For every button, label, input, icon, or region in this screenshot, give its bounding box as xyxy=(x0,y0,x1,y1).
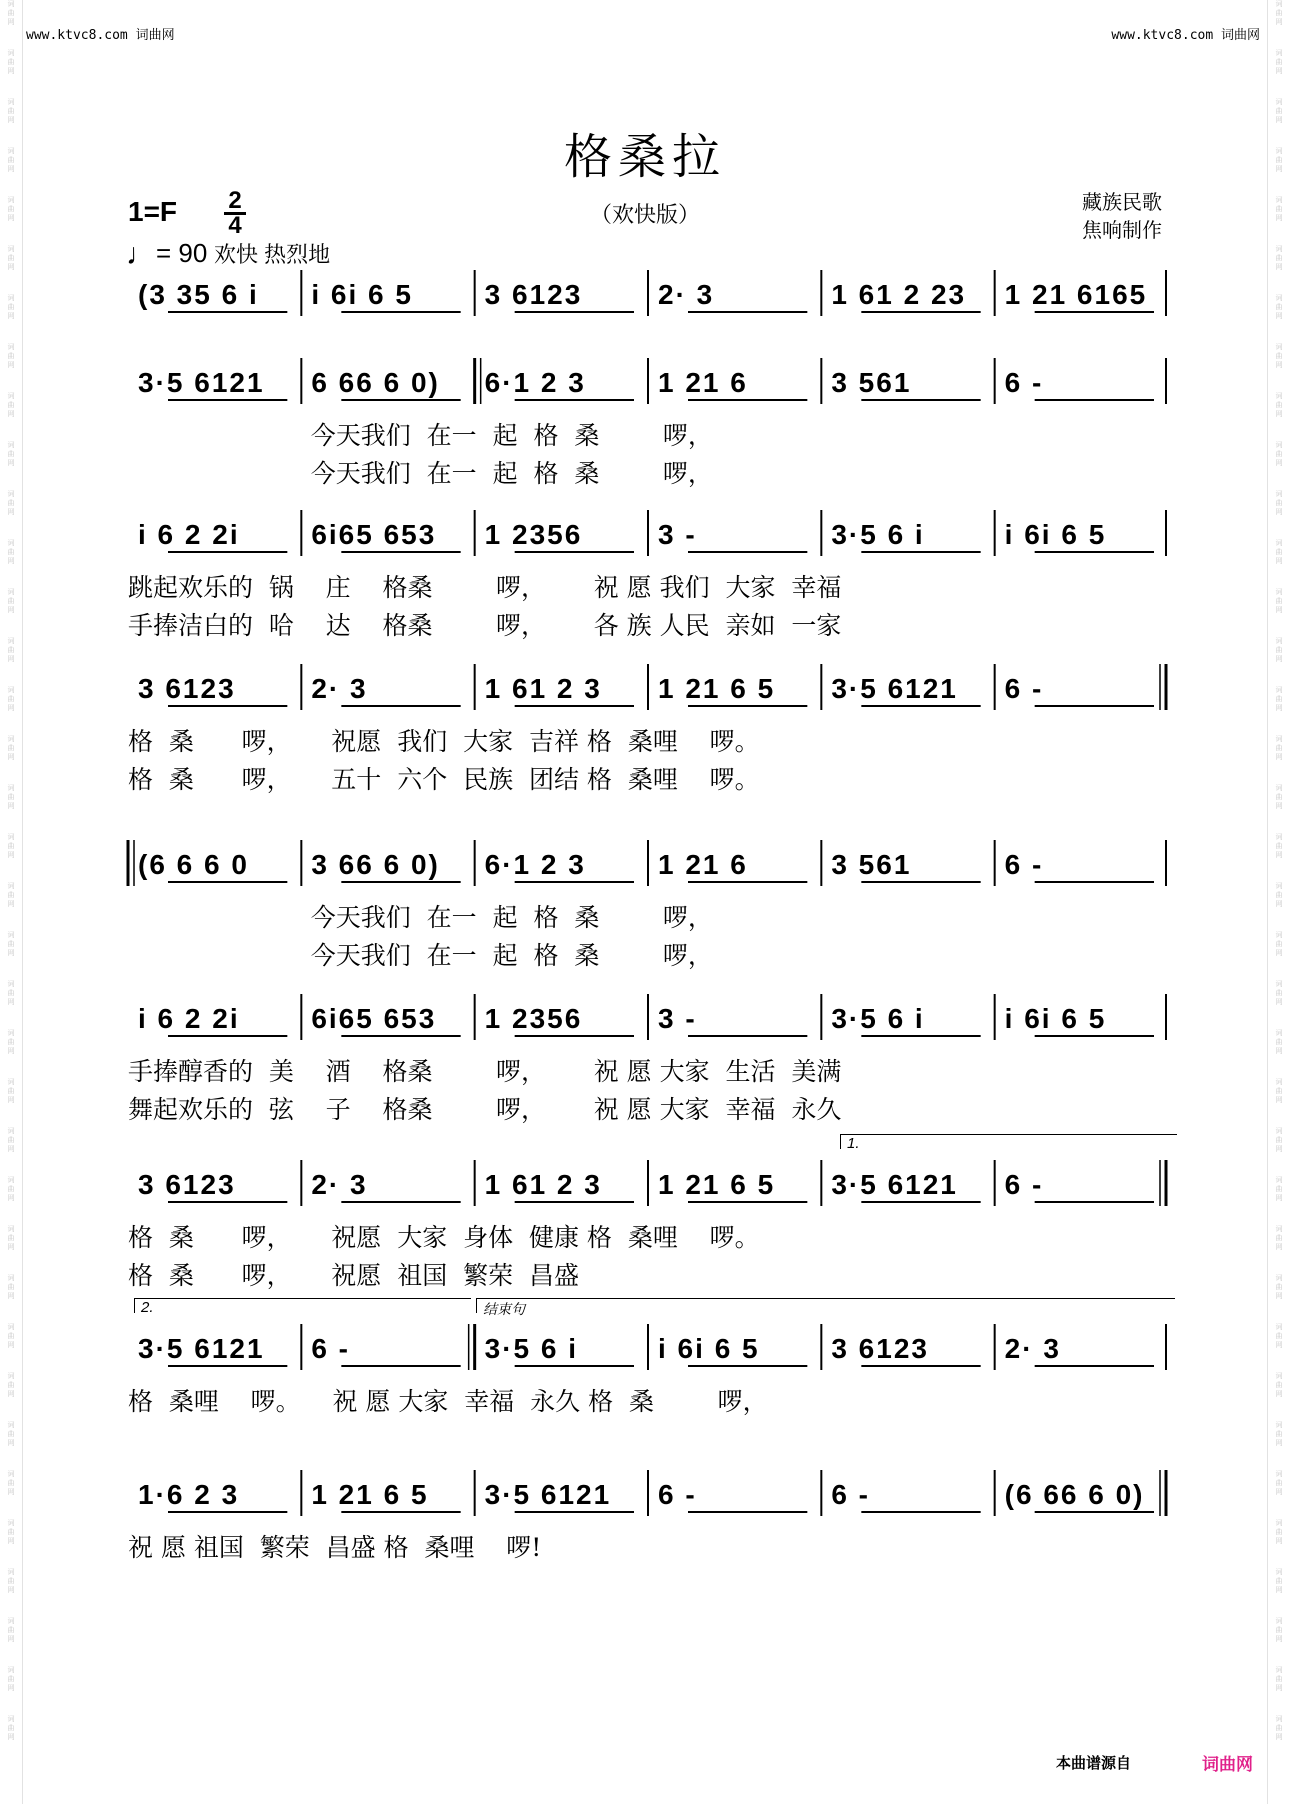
measure: 3 66 6 0) xyxy=(311,849,440,880)
measure: 3 6123 xyxy=(138,1169,236,1200)
measure: 6 - xyxy=(1004,673,1044,704)
notation-system-2 xyxy=(128,354,1168,410)
measure: 6 - xyxy=(658,1479,697,1510)
notation-system-5 xyxy=(128,836,1168,892)
margin-rule-left xyxy=(22,0,23,1804)
measure: 3·5 6121 xyxy=(831,673,958,704)
watermark-strip-right: 词 曲 网 词 曲 网 词 曲 网 词 曲 网 词 曲 网 词 曲 网 词 曲 网 词 曲 网 词 曲 网 词 曲 网 词 曲 网 词 曲 网 词 曲 网 词 曲 网 词 曲 网 词 曲 网 词 曲 网 词 曲 网 词 曲 网 词 曲 网 词 曲 网 词 曲 网 词 曲 网 词 曲 网 词 曲 网 词 曲 网 词 曲 网 词 曲 网 词 曲 网 词 曲 网 词 曲 网 词 曲 网 词 曲 网 词 曲 网 词 曲 网 词 曲 网 xyxy=(1275,0,1283,1741)
measure: 6 66 6 0) xyxy=(311,367,440,398)
measure: 1 61 2 3 xyxy=(484,1169,602,1200)
measure: 1 21 6 5 xyxy=(658,673,776,704)
tempo-value: = 90 xyxy=(156,238,208,268)
notation-system-3 xyxy=(128,506,1168,562)
lyric-line: 格 桑 啰， 祝愿 祖国 繁荣 昌盛 xyxy=(128,1261,579,1290)
volta-bracket: 2. xyxy=(134,1298,471,1313)
notation-system-7 xyxy=(128,1156,1168,1212)
notation-svg xyxy=(128,1156,1168,1226)
lyric-line: 今天我们 在一 起 格 桑 啰， xyxy=(128,459,713,488)
source-label: 本曲谱源自 xyxy=(1056,1754,1132,1772)
measure: 1 21 6 5 xyxy=(658,1169,776,1200)
margin-rule-right xyxy=(1267,0,1268,1804)
measure: 3 6123 xyxy=(831,1333,929,1364)
lyric-line: 格 桑 啰， 五十 六个 民族 团结 格 桑哩 啰。 xyxy=(128,765,760,794)
lyric-line: 今天我们 在一 起 格 桑 啰， xyxy=(128,421,713,450)
measure: 1·6 2 3 xyxy=(138,1479,240,1510)
measure: 3·5 6121 xyxy=(484,1479,612,1510)
lyric-line: 手捧醇香的 美 酒 格桑 啰， 祝 愿 大家 生活 美满 xyxy=(128,1057,842,1086)
measure: 3 6123 xyxy=(138,673,236,704)
measure: i 6i 6 5 xyxy=(658,1333,760,1364)
measure: 3·5 6121 xyxy=(138,1333,265,1364)
coda-label: 结束句 xyxy=(476,1298,1175,1313)
song-title: 格桑拉 xyxy=(563,129,726,185)
lyric-line: 格 桑哩 啰。 祝 愿 大家 幸福 永久 格 桑 啰， xyxy=(128,1387,768,1416)
measure: (6 66 6 0) xyxy=(1004,1479,1145,1510)
song-origin: 藏族民歌 xyxy=(1082,190,1162,214)
lyric-line: 舞起欢乐的 弦 子 格桑 啰， 祝 愿 大家 幸福 永久 xyxy=(128,1095,842,1124)
measure: 1 2356 xyxy=(484,1003,583,1034)
notation-system-8 xyxy=(128,1320,1168,1376)
measure: 6 - xyxy=(1004,1169,1044,1200)
measure: 3·5 6 i xyxy=(484,1333,579,1364)
measure: 1 21 6 5 xyxy=(311,1479,429,1510)
measure: (3 35 6 i xyxy=(138,279,259,310)
notation-svg xyxy=(128,266,1168,336)
notation-svg xyxy=(128,1466,1168,1536)
notation-system-4 xyxy=(128,660,1168,716)
notation-system-6 xyxy=(128,990,1168,1046)
notation-svg xyxy=(128,1320,1168,1390)
measure: 6 - xyxy=(311,1333,351,1364)
measure: (6 6 6 0 xyxy=(138,849,249,880)
measure: 3·5 6 i xyxy=(831,519,925,550)
meter-bottom: 4 xyxy=(228,212,242,239)
measure: 3 6123 xyxy=(484,279,583,310)
measure: 3·5 6121 xyxy=(831,1169,958,1200)
tempo-expression: 欢快 热烈地 xyxy=(214,242,331,267)
measure: 6 - xyxy=(1004,849,1044,880)
measure: 2· 3 xyxy=(658,279,715,310)
measure: 6·1 2 3 xyxy=(484,367,586,398)
notation-svg xyxy=(128,660,1168,730)
lyric-line: 祝 愿 祖国 繁荣 昌盛 格 桑哩 啰! xyxy=(128,1533,542,1562)
measure: 1 21 6 xyxy=(658,367,748,398)
time-signature xyxy=(222,187,248,239)
measure: 6 - xyxy=(1004,367,1044,398)
tempo-marking xyxy=(126,238,330,269)
key-signature: 1=F xyxy=(128,196,178,227)
source-brand[interactable]: 词曲网 xyxy=(1202,1755,1253,1775)
watermark-strip-left: 词 曲 网 词 曲 网 词 曲 网 词 曲 网 词 曲 网 词 曲 网 词 曲 网 词 曲 网 词 曲 网 词 曲 网 词 曲 网 词 曲 网 词 曲 网 词 曲 网 词 曲 网 词 曲 网 词 曲 网 词 曲 网 词 曲 网 词 曲 网 词 曲 网 词 曲 网 词 曲 网 词 曲 网 词 曲 网 词 曲 网 词 曲 网 词 曲 网 词 曲 网 词 曲 网 词 曲 网 词 曲 网 词 曲 网 词 曲 网 词 曲 网 词 曲 网 xyxy=(7,0,15,1741)
notation-svg xyxy=(128,836,1168,906)
notation-svg xyxy=(128,990,1168,1060)
quarter-note-icon: ♩ xyxy=(126,238,156,271)
site-url-right[interactable]: www.ktvc8.com 词曲网 xyxy=(1111,28,1260,43)
measure: i 6 2 2i xyxy=(138,519,240,550)
measure: 3 - xyxy=(658,1003,697,1034)
song-arranger: 焦响制作 xyxy=(1082,218,1162,242)
measure: i 6i 6 5 xyxy=(1004,519,1107,550)
lyric-line: 手捧洁白的 哈 达 格桑 啰， 各 族 人民 亲如 一家 xyxy=(128,611,842,640)
measure: 2· 3 xyxy=(1004,1333,1061,1364)
notation-system-9 xyxy=(128,1466,1168,1522)
measure: 3·5 6121 xyxy=(138,367,265,398)
measure: 3 561 xyxy=(831,367,912,398)
measure: 6·1 2 3 xyxy=(484,849,586,880)
measure: 6i65 653 xyxy=(311,1003,437,1034)
song-subtitle: （欢快版） xyxy=(589,203,700,228)
measure: 1 21 6165 xyxy=(1004,279,1148,310)
notation-svg xyxy=(128,354,1168,424)
measure: 6i65 653 xyxy=(311,519,437,550)
measure: 1 61 2 23 xyxy=(831,279,967,310)
measure: 2· 3 xyxy=(311,673,368,704)
measure: 6 - xyxy=(831,1479,871,1510)
lyric-line: 格 桑 啰， 祝愿 我们 大家 吉祥 格 桑哩 啰。 xyxy=(128,727,760,756)
lyric-line: 今天我们 在一 起 格 桑 啰， xyxy=(128,903,713,932)
measure: 2· 3 xyxy=(311,1169,368,1200)
measure: 3 561 xyxy=(831,849,912,880)
notation-svg xyxy=(128,506,1168,576)
measure: 3 - xyxy=(658,519,697,550)
measure: 3·5 6 i xyxy=(831,1003,925,1034)
notation-system-1 xyxy=(128,266,1168,322)
meter-top: 2 xyxy=(228,187,242,214)
measure: i 6i 6 5 xyxy=(1004,1003,1107,1034)
measure: i 6i 6 5 xyxy=(311,279,413,310)
lyric-line: 格 桑 啰， 祝愿 大家 身体 健康 格 桑哩 啰。 xyxy=(128,1223,760,1252)
lyric-line: 跳起欢乐的 锅 庄 格桑 啰， 祝 愿 我们 大家 幸福 xyxy=(128,573,842,602)
lyric-line: 今天我们 在一 起 格 桑 啰， xyxy=(128,941,713,970)
measure: 1 2356 xyxy=(484,519,583,550)
measure: 1 61 2 3 xyxy=(484,673,602,704)
measure: i 6 2 2i xyxy=(138,1003,240,1034)
volta-bracket: 1. xyxy=(840,1134,1177,1149)
site-url-left[interactable]: www.ktvc8.com 词曲网 xyxy=(26,28,175,43)
measure: 1 21 6 xyxy=(658,849,748,880)
